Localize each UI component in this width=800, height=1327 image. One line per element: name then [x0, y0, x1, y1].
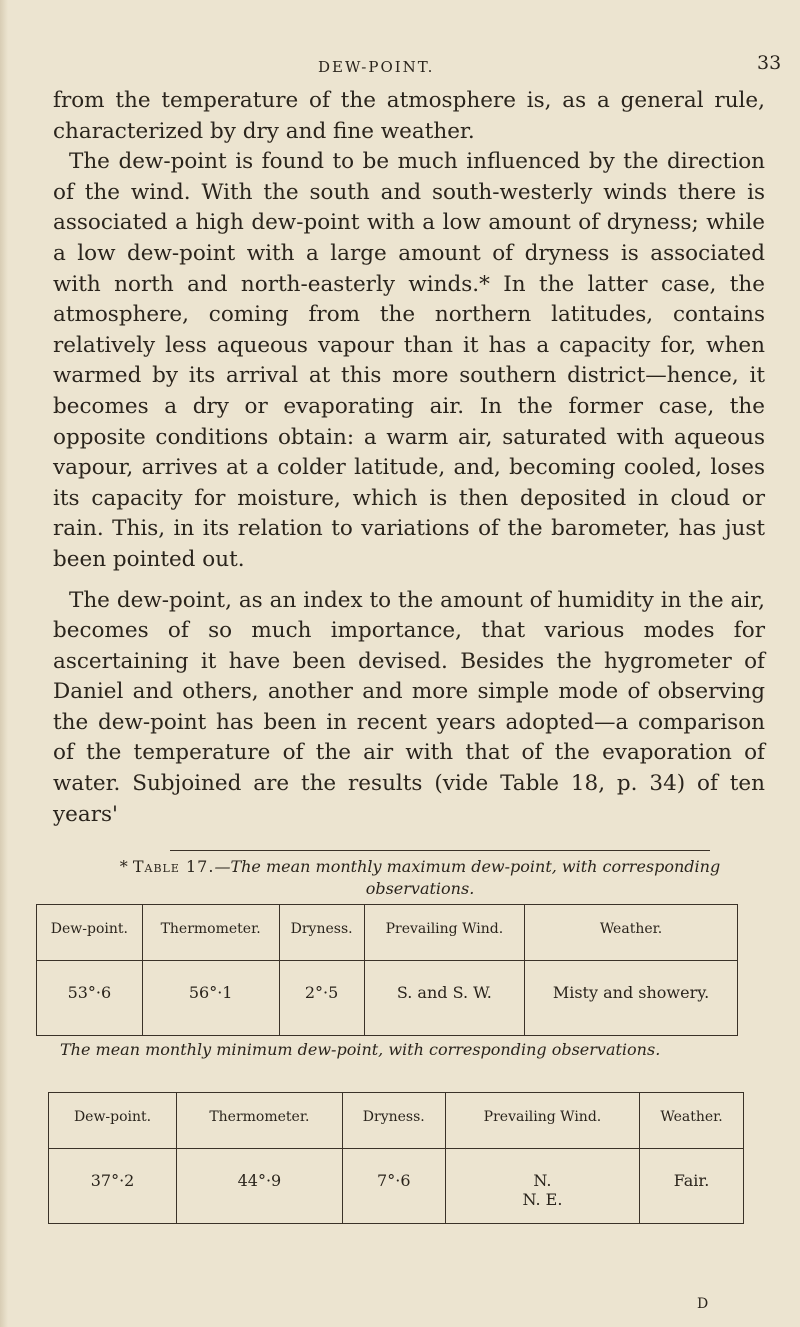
table-cell: 2°·5: [279, 961, 364, 1036]
table-cell: S. and S. W.: [364, 961, 524, 1036]
min-table-caption: The mean monthly minimum dew-point, with corresponding observations.: [60, 1040, 661, 1059]
table-17-label: Table 17.: [132, 857, 215, 876]
table-cell: 37°·2: [49, 1149, 177, 1224]
column-header: Thermometer.: [177, 1093, 343, 1149]
body-text: [53, 86, 765, 830]
paragraph-3: The dew-point, as an index to the amount of humidity in the air, becomes of so much importance, that various modes for ascertaining it have been devised. Besides the hygrometer of Daniel and others, another and more simple mode of observing the dew-point has been in recent years adopted—a comparison of the temperature of the air with that of the evaporation of water. Subjoined are the results (vide Table 18, p. 34) of ten years': [53, 587, 765, 827]
table-cell: N. N. E.: [445, 1149, 639, 1224]
paragraph-1: from the temperature of the atmosphere is, as a general rule, characterized by dry and fine weather.: [53, 88, 765, 144]
table-cell: 44°·9: [177, 1149, 343, 1224]
table-cell: 56°·1: [142, 961, 279, 1036]
max-dew-point-table: [36, 904, 738, 1036]
column-header: Dew-point.: [37, 905, 143, 961]
column-header: Prevailing Wind.: [364, 905, 524, 961]
column-header: Dryness.: [342, 1093, 445, 1149]
paragraph-2: The dew-point is found to be much influenced by the direction of the wind. With the south and south-westerly winds there is associated a high dew-point with a low amount of dryness; while a low dew-point with a large amount of dryness is associated with north and north-easterly winds.* In the latter case, the atmosphere, coming from the northern latitudes, contains relatively less aqueous vapour than it has a capacity for, when warmed by its arrival at this more southern district—hence, it becomes a dry or evaporating air. In the former case, the opposite conditions obtain: a warm air, saturated with aqueous vapour, arrives at a colder latitude, and, becoming cooled, loses its capacity for moisture, which is then deposited in cloud or rain. This, in its relation to variations of the barometer, has just been pointed out.: [53, 149, 765, 572]
column-header: Weather.: [525, 905, 738, 961]
table-cell: Misty and showery.: [525, 961, 738, 1036]
table-cell: 53°·6: [37, 961, 143, 1036]
page-header: [0, 52, 800, 82]
table-17-caption: [70, 856, 770, 900]
running-head: DEW-POINT.: [318, 58, 435, 76]
footnote-marker: *: [119, 857, 128, 876]
table-cell: 7°·6: [342, 1149, 445, 1224]
column-header: Weather.: [640, 1093, 744, 1149]
column-header: Dew-point.: [49, 1093, 177, 1149]
column-header: Prevailing Wind.: [445, 1093, 639, 1149]
min-dew-point-table: [48, 1092, 744, 1224]
table-17-caption-text: —The mean monthly maximum dew-point, with corresponding observations.: [214, 857, 721, 898]
footnote-rule: [170, 850, 710, 851]
signature-mark: D: [697, 1296, 709, 1312]
column-header: Thermometer.: [142, 905, 279, 961]
page-number: 33: [757, 52, 782, 74]
column-header: Dryness.: [279, 905, 364, 961]
table-cell: Fair.: [640, 1149, 744, 1224]
page-edge-shadow: [0, 0, 8, 1327]
